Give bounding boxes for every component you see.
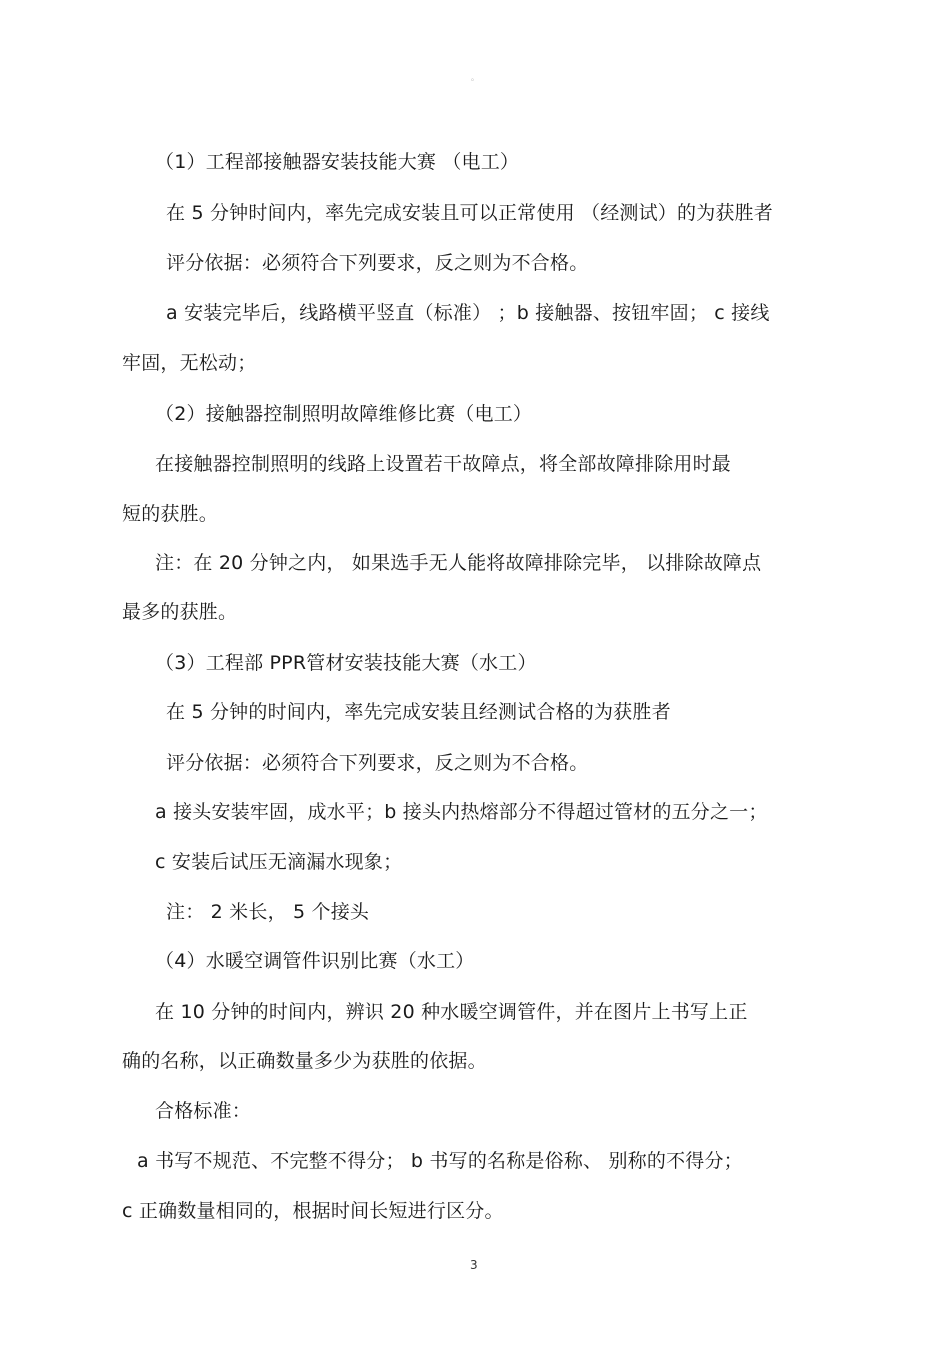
- page-number: 3: [470, 1258, 478, 1272]
- section-4-standard-c: c 正确数量相同的，根据时间长短进行区分。: [122, 1200, 504, 1222]
- section-2-rule-cont: 短的获胜。: [122, 503, 219, 525]
- section-2-note: 注：在 20 分钟之内， 如果选手无人能将故障排除完毕， 以排除故障点: [155, 552, 762, 574]
- section-3-criteria-c: c 安装后试压无滴漏水现象；: [155, 851, 403, 873]
- section-3-criteria-ab: a 接头安装牢固，成水平；b 接头内热熔部分不得超过管材的五分之一；: [155, 801, 768, 823]
- section-3-title: （3）工程部 PPR管材安装技能大赛（水工）: [155, 652, 537, 674]
- section-4-standard-ab: a 书写不规范、不完整不得分； b 书写的名称是俗称、 别称的不得分；: [137, 1150, 743, 1172]
- section-3-rule: 在 5 分钟的时间内，率先完成安装且经测试合格的为获胜者: [166, 701, 671, 723]
- section-4-rule: 在 10 分钟的时间内，辨识 20 种水暖空调管件，并在图片上书写上正: [155, 1001, 748, 1023]
- section-2-title: （2）接触器控制照明故障维修比赛（电工）: [155, 403, 533, 425]
- section-2-rule: 在接触器控制照明的线路上设置若干故障点，将全部故障排除用时最: [155, 453, 732, 475]
- section-1-title: （1）工程部接触器安装技能大赛 （电工）: [155, 151, 520, 173]
- section-3-note: 注： 2 米长， 5 个接头: [166, 901, 370, 923]
- section-4-standard-heading: 合格标准：: [155, 1100, 252, 1122]
- header-mark: 。: [471, 73, 479, 82]
- section-4-title: （4）水暖空调管件识别比赛（水工）: [155, 950, 475, 972]
- section-1-criteria-heading: 评分依据：必须符合下列要求，反之则为不合格。: [166, 252, 589, 274]
- section-1-criteria-cont: 牢固，无松动；: [122, 352, 257, 374]
- section-3-criteria-heading: 评分依据：必须符合下列要求，反之则为不合格。: [166, 752, 589, 774]
- section-1-rule: 在 5 分钟时间内，率先完成安装且可以正常使用 （经测试）的为获胜者: [166, 202, 774, 224]
- section-1-criteria: a 安装完毕后，线路横平竖直（标准） ；b 接触器、按钮牢固； c 接线: [166, 302, 770, 324]
- section-4-rule-cont: 确的名称，以正确数量多少为获胜的依据。: [122, 1050, 487, 1072]
- section-2-note-cont: 最多的获胜。: [122, 601, 238, 623]
